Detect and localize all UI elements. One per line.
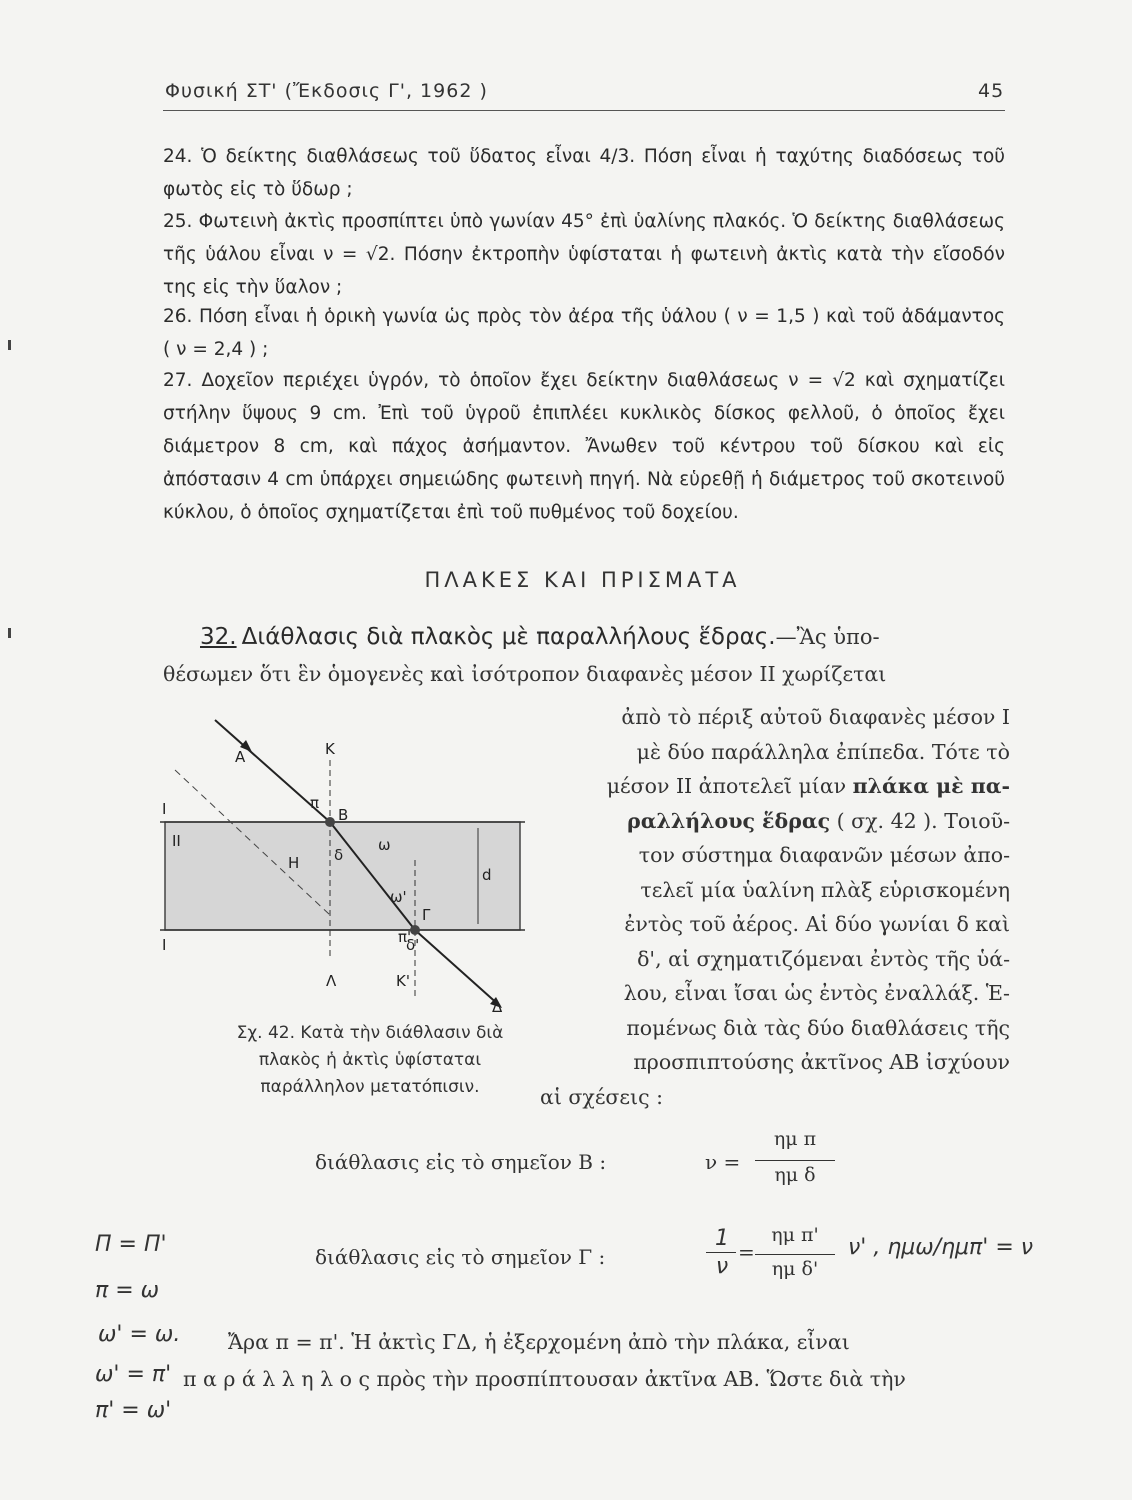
label-Gamma: Γ [422, 906, 431, 924]
handwritten-margin-eq: ν' , ημω/ημπ' = ν [848, 1235, 1034, 1260]
margin-speck-2 [8, 628, 11, 638]
point-B [325, 817, 335, 827]
problem-27: 27. Δοχεῖον περιέχει ὑγρόν, τὸ ὁποῖον ἔχει δείκτην διαθλάσεως ν = √2 καὶ σχηματίζει στήλην ὕψους 9 cm. Ἐπὶ τοῦ ὑγροῦ ἐπιπλέει κυκλικὸς δίσκος φελλοῦ, ὁ ὁποῖος ἔχει διάμετρον 8 cm, καὶ πάχος ἀσήμαντον. Ἄνωθεν τοῦ κέντρου τοῦ δίσκου καὶ εἰς ἀπόστασιν 4 cm ὑπάρχει σημειώδης φωτεινὴ πηγή. Νὰ εὑρεθῇ ἡ διάμετρος τοῦ σκοτεινοῦ κύκλου, ὁ ὁποῖος σχηματίζεται ἐπὶ τοῦ πυθμένος τοῦ δοχείου. [163, 370, 1005, 523]
label-Delta: Δ [492, 998, 503, 1016]
emergent-ray [415, 930, 500, 1006]
handwritten-note-5: π' = ω' [95, 1398, 172, 1423]
handwritten-note-2: π = ω [95, 1278, 160, 1303]
label-delta: δ [334, 846, 344, 864]
problem-25: 25. Φωτεινὴ ἀκτὶς προσπίπτει ὑπὸ γωνίαν 45° ἐπὶ ὑαλίνης πλακός. Ὁ δείκτης διαθλάσεως τῆς ὑάλου εἶναι ν = √2. Πόσην ἐκτροπὴν ὑφίσταται ἡ φωτεινὴ ἀκτὶς κατὰ τὴν εἴσοδόν της εἰς τὴν ὕαλον ; [163, 211, 1005, 298]
eq1-label: διάθλασις εἰς τὸ σημεῖον Β : [315, 1150, 607, 1174]
section-title: Διάθλασις διὰ πλακὸς μὲ παραλλήλους ἕδρας. [241, 624, 776, 650]
label-delta-prime: δ' [406, 936, 420, 954]
label-II: ΙΙ [172, 832, 181, 850]
section-right-column [540, 700, 1010, 1114]
handwritten-note-3: ω' = ω. [98, 1322, 181, 1347]
closing-line-2 [163, 1367, 1008, 1391]
section-number: 32. [200, 624, 237, 650]
label-A: Α [235, 748, 246, 766]
bold-term-2: ραλλήλους ἕδρας [627, 808, 831, 833]
eq2-denominator: ημ δ' [771, 1258, 819, 1280]
closing-line-2-rest: πρὸς τὴν προσπίπτουσαν ἀκτῖνα ΑΒ. Ὥστε διὰ τὴν [376, 1367, 906, 1391]
label-d: d [482, 866, 492, 884]
eq2-label: διάθλασις εἰς τὸ σημεῖον Γ : [315, 1245, 606, 1269]
right-line-8: δ', αἱ σχηματιζόμεναι ἐντὸς τῆς ὑά- [637, 946, 1010, 971]
right-line-2: μὲ δύο παράλληλα ἐπίπεδα. Τότε τὸ [636, 739, 1010, 764]
right-line-4-rest: ( σχ. 42 ). Τοιοῦ- [830, 808, 1010, 833]
header-rule [163, 110, 1005, 111]
eq2-lhs-bar [706, 1252, 736, 1253]
eq1-lhs: ν = [705, 1150, 741, 1174]
point-Gamma [410, 925, 420, 935]
eq2-fraction-bar [755, 1254, 835, 1255]
eq2-equals: = [738, 1240, 755, 1264]
problem-26: 26. Πόση εἶναι ἡ ὁρικὴ γωνία ὡς πρὸς τὸν ἀέρα τῆς ὑάλου ( ν = 1,5 ) καὶ τοῦ ἀδάμαντος ( ν = 2,4 ) ; [163, 306, 1005, 360]
right-line-10: πομένως διὰ τὰς δύο διαθλάσεις τῆς [626, 1015, 1010, 1040]
handwritten-note-4: ω' = π' [95, 1362, 172, 1387]
label-K: Κ [325, 740, 335, 758]
closing-line-1: Ἄρα π = π'. Ἡ ἀκτὶς ΓΔ, ἡ ἐξερχομένη ἀπὸ τὴν πλάκα, εἶναι [228, 1330, 850, 1354]
right-line-3-text: μέσον ΙΙ ἀποτελεῖ μίαν [606, 774, 847, 798]
figure-42 [160, 710, 530, 1020]
label-omega-prime: ω' [390, 888, 407, 906]
right-line-6: τελεῖ μία ὑαλίνη πλὰξ εὑρισκομένη [640, 877, 1010, 902]
figure-caption: Σχ. 42. Κατὰ τὴν διάθλασιν διὰ πλακὸς ἡ ἀκτὶς ὑφίσταται παράλληλον μετατόπισιν. [236, 1023, 504, 1097]
margin-speck-1 [8, 340, 11, 350]
section-line-2: θέσωμεν ὅτι ἓν ὁμογενὲς καὶ ἰσότροπον διαφανὲς μέσον ΙΙ χωρίζεται [163, 662, 887, 686]
right-line-7: ἐντὸς τοῦ ἀέρος. Αἱ δύο γωνίαι δ καὶ [624, 912, 1010, 936]
eq1-denominator: ημ δ [774, 1164, 816, 1186]
right-line-5: τον σύστημα διαφανῶν μέσων ἀπο- [638, 843, 1010, 867]
label-K-prime: Κ' [396, 972, 410, 990]
running-title: Φυσική ΣΤ' (Ἔκδοσις Γ', 1962 ) [165, 80, 488, 102]
label-pi: π [310, 794, 320, 812]
label-I-bot: Ι [162, 936, 167, 954]
eq2-lhs-numerator: 1 [715, 1226, 729, 1251]
problem-24: 24. Ὁ δείκτης διαθλάσεως τοῦ ὕδατος εἶναι 4/3. Πόση εἶναι ἡ ταχύτης διαδόσεως τοῦ φωτὸς εἰς τὸ ὕδωρ ; [163, 146, 1005, 200]
label-omega: ω [378, 836, 391, 854]
section-intro-dash: —Ἂς ὑπο- [775, 625, 880, 649]
page-number: 45 [978, 80, 1005, 102]
label-pi-prime: π' [398, 928, 412, 946]
right-line-4 [540, 804, 1010, 839]
bold-term-1: πλάκα μὲ πα- [852, 774, 1010, 798]
label-I-top: Ι [162, 800, 167, 818]
right-line-3 [540, 769, 1010, 804]
section-heading: ΠΛΑΚΕΣ ΚΑΙ ΠΡΙΣΜΑΤΑ [424, 568, 741, 592]
section-32-title-line [200, 624, 1010, 650]
right-line-12: αἱ σχέσεις : [540, 1084, 663, 1109]
label-B: Β [338, 806, 349, 824]
eq1-numerator: ημ π [773, 1128, 817, 1150]
eq2-numerator: ημ π' [771, 1224, 819, 1246]
right-line-11: προσπιπτούσης ἀκτῖνος ΑΒ ἰσχύουν [633, 1050, 1010, 1074]
eq2-lhs-denominator: ν [715, 1254, 729, 1279]
eq1-fraction-bar [755, 1160, 835, 1161]
handwritten-note-1: Π = Π' [95, 1232, 167, 1257]
label-H: Η [288, 854, 300, 872]
right-line-1: ἀπὸ τὸ πέριξ αὐτοῦ διαφανὲς μέσον Ι [621, 705, 1010, 729]
closing-spaced-word: π α ρ ά λ λ η λ ο ς [183, 1367, 370, 1391]
right-line-9: λου, εἶναι ἴσαι ὡς ἐντὸς ἐναλλάξ. Ἑ- [623, 981, 1010, 1005]
label-Lambda: Λ [326, 972, 337, 990]
